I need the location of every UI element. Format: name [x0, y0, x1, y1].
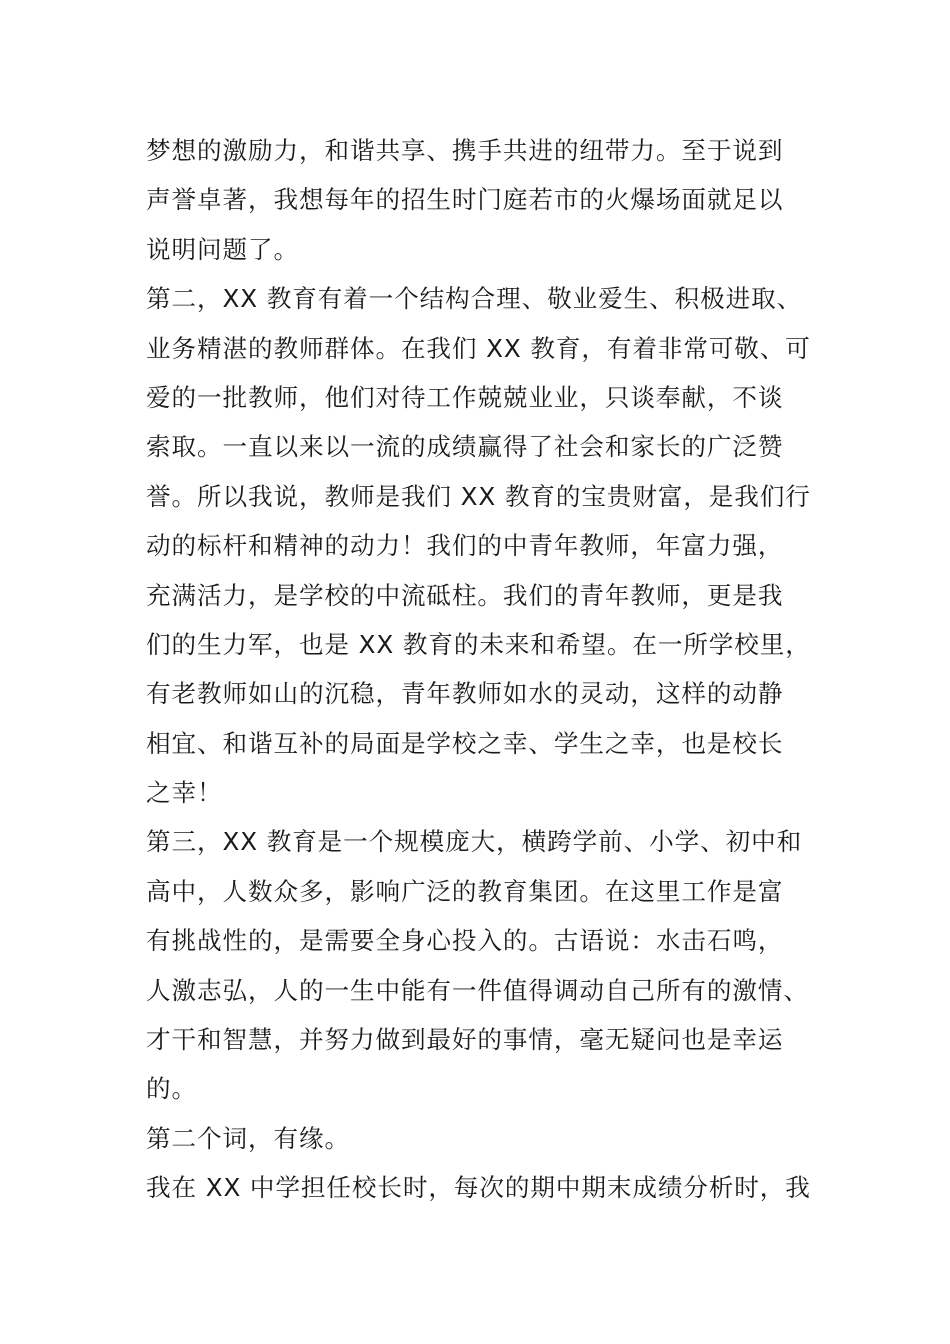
text-line: 爱的一批教师，他们对待工作兢兢业业，只谈奉献，不谈 — [146, 382, 784, 412]
text-line: 高中，人数众多，影响广泛的教育集团。在这里工作是富 — [146, 876, 784, 906]
text-line: 誉。所以我说，教师是我们 XX 教育的宝贵财富，是我们行 — [146, 481, 811, 511]
text-line: 们的生力军，也是 XX 教育的未来和希望。在一所学校里， — [146, 629, 811, 659]
text-line: 第三，XX 教育是一个规模庞大，横跨学前、小学、初中和 — [146, 827, 803, 857]
text-line: 业务精湛的教师群体。在我们 XX 教育，有着非常可敬、可 — [146, 333, 811, 363]
text-line: 的。 — [146, 1074, 197, 1104]
text-line: 索取。一直以来以一流的成绩赢得了社会和家长的广泛赞 — [146, 432, 784, 462]
text-line: 才干和智慧，并努力做到最好的事情，毫无疑问也是幸运 — [146, 1025, 784, 1055]
text-line: 第二个词，有缘。 — [146, 1123, 350, 1153]
text-line: 充满活力，是学校的中流砥柱。我们的青年教师，更是我 — [146, 580, 784, 610]
text-line: 动的标杆和精神的动力！我们的中青年教师，年富力强， — [146, 531, 784, 561]
text-line: 有老教师如山的沉稳，青年教师如水的灵动，这样的动静 — [146, 679, 784, 709]
text-line: 人激志弘，人的一生中能有一件值得调动自己所有的激情、 — [146, 975, 809, 1005]
document-body — [146, 126, 811, 1213]
text-line: 之幸！ — [146, 778, 223, 808]
text-line: 我在 XX 中学担任校长时，每次的期中期末成绩分析时，我 — [146, 1173, 811, 1203]
text-line: 梦想的激励力，和谐共享、携手共进的纽带力。至于说到 — [146, 136, 784, 165]
text-line: 声誉卓著，我想每年的招生时门庭若市的火爆场面就足以 — [146, 185, 784, 215]
text-line: 相宜、和谐互补的局面是学校之幸、学生之幸，也是校长 — [146, 728, 784, 758]
text-line: 第二，XX 教育有着一个结构合理、敬业爱生、积极进取、 — [146, 284, 803, 314]
text-line: 有挑战性的，是需要全身心投入的。古语说：水击石鸣， — [146, 926, 784, 956]
text-line: 说明问题了。 — [146, 234, 299, 264]
